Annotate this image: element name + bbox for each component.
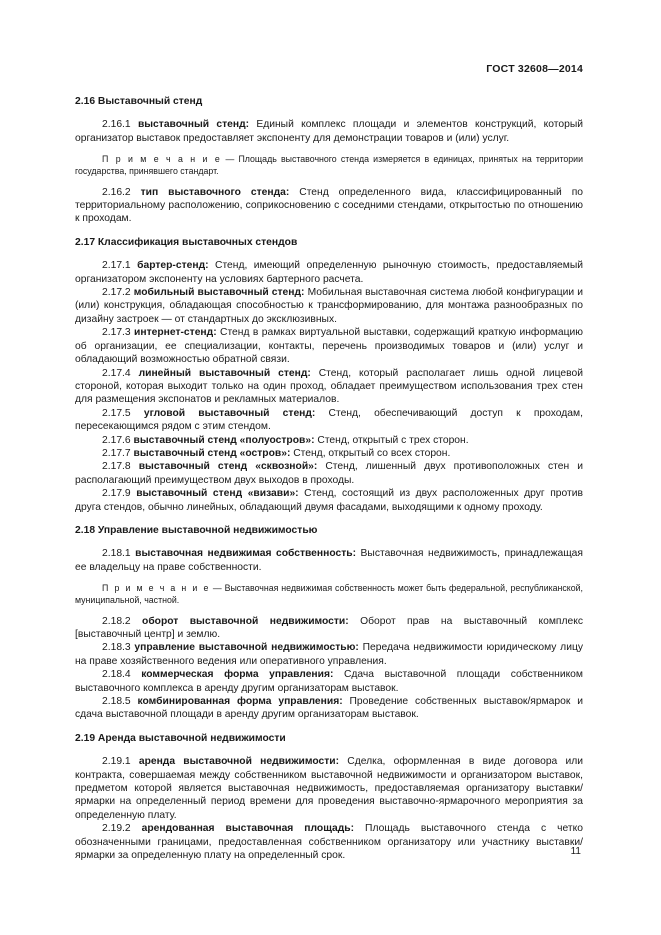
section-heading: 2.17 Классификация выставочных стендов bbox=[75, 236, 298, 248]
clause: 2.17.2 мобильный выставочный стенд: Мобильная выставочная система любой конфигурации и (или) конструкция, обладающая способностью к трансформированию, для монтажа разнообразных по дизайну застроек — от стандартных до эксклюзивных. bbox=[75, 287, 584, 325]
clause-list-2-17 bbox=[75, 259, 583, 514]
clause-list-2-18 bbox=[75, 615, 583, 722]
clause: 2.18.1 выставочная недвижимая собственность: Выставочная недвижимость, принадлежащая ее владельцу на праве собственности. bbox=[75, 548, 583, 573]
clause: 2.18.2 оборот выставочной недвижимости: Оборот прав на выставочный комплекс [выставочный центр] и землю. bbox=[75, 615, 583, 640]
clause: 2.18.5 комбинированная форма управления: Проведение собственных выставок/ярмарок и сдача выставочной площади в аренду другим организаторам выставок. bbox=[75, 696, 583, 721]
note: П р и м е ч а н и е — Выставочная недвижимая собственность может быть федеральной, республиканской, муниципальной, частной. bbox=[75, 583, 583, 606]
section-heading: 2.16 Выставочный стенд bbox=[75, 96, 203, 107]
note: П р и м е ч а н и е — Площадь выставочного стенда измеряется в единицах, принятых на территории государства, принявшего стандарт. bbox=[75, 154, 583, 177]
clause: 2.18.3 управление выставочной недвижимостью: Передача недвижимости юридическому лицу на праве хозяйственного ведения или оперативного управления. bbox=[75, 642, 583, 667]
clause: 2.17.6 выставочный стенд «полуостров»: Стенд, открытый с трех сторон. bbox=[102, 434, 469, 446]
section-heading: 2.18 Управление выставочной недвижимостью bbox=[75, 524, 318, 536]
clause-list-2-19 bbox=[75, 755, 583, 862]
clause: 2.17.1 бартер-стенд: Стенд, имеющий определенную рыночную стоимость, предоставляемый организатором экспоненту на условиях бартерного расчета. bbox=[75, 260, 583, 285]
clause: 2.17.3 интернет-стенд: Стенд в рамках виртуальной выставки, содержащий краткую информацию об организации, ее специализации, контакты, перечень производимых товаров и (или) услуг и обладающий возможностью обратной связи. bbox=[75, 327, 583, 366]
clause: 2.19.1 аренда выставочной недвижимости: Сделка, оформленная в виде договора или контракта, совершаемая между собственником выставочной недвижимости и организатором выставок, предметом которой является выставочная недвижимость, предоставляемая организатору выставки/ярмарки на определенный период времени для проведения выставочно-ярмарочного мероприятия за определенную плату. bbox=[75, 756, 583, 821]
document-body bbox=[75, 95, 583, 863]
clause: 2.17.7 выставочный стенд «остров»: Стенд, открытый со всех сторон. bbox=[102, 447, 451, 459]
page-number: 11 bbox=[570, 846, 581, 857]
clause: 2.16.1 выставочный стенд: Единый комплекс площади и элементов конструкций, который организатор выставок предоставляет экспоненту для демонстрации товаров и (или) услуг. bbox=[75, 119, 583, 144]
clause: 2.17.9 выставочный стенд «визави»: Стенд, состоящий из двух расположенных друг против друга стендов, обычно линейных, обладающий двумя фасадами, выходящими к одному проходу. bbox=[75, 488, 583, 513]
clause: 2.17.8 выставочный стенд «сквозной»: Стенд, лишенный двух противоположных стен и располагающий преимуществом двух выходов в проходы. bbox=[75, 461, 583, 486]
document-code: ГОСТ 32608—2014 bbox=[486, 63, 583, 75]
clause: 2.17.5 угловой выставочный стенд: Стенд, обеспечивающий доступ к проходам, пересекающимся рядом с этим стендом. bbox=[75, 407, 583, 433]
clause: 2.16.2 тип выставочного стенда: Стенд определенного вида, классифицированный по территориальному расположению, соприкосновению с соседними стендами, открытостью по отношению к проходам. bbox=[75, 186, 583, 225]
clause: 2.19.2 арендованная выставочная площадь: Площадь выставочного стенда с четко обозначенными границами, предоставленная собственником организатору или участнику выставки/ярмарки за определенную плату на определенный срок. bbox=[75, 823, 583, 862]
clause: 2.17.4 линейный выставочный стенд: Стенд, который располагает лишь одной лицевой стороной, которая выходит только на один проход, обладает преимуществом использования трех стен для размещения экспонатов и рекламных материалов. bbox=[75, 367, 583, 406]
clause: 2.18.4 коммерческая форма управления: Сдача выставочной площади собственником выставочного комплекса в аренду другим организаторам выставок. bbox=[75, 669, 583, 694]
section-heading: 2.19 Аренда выставочной недвижимости bbox=[75, 732, 286, 744]
